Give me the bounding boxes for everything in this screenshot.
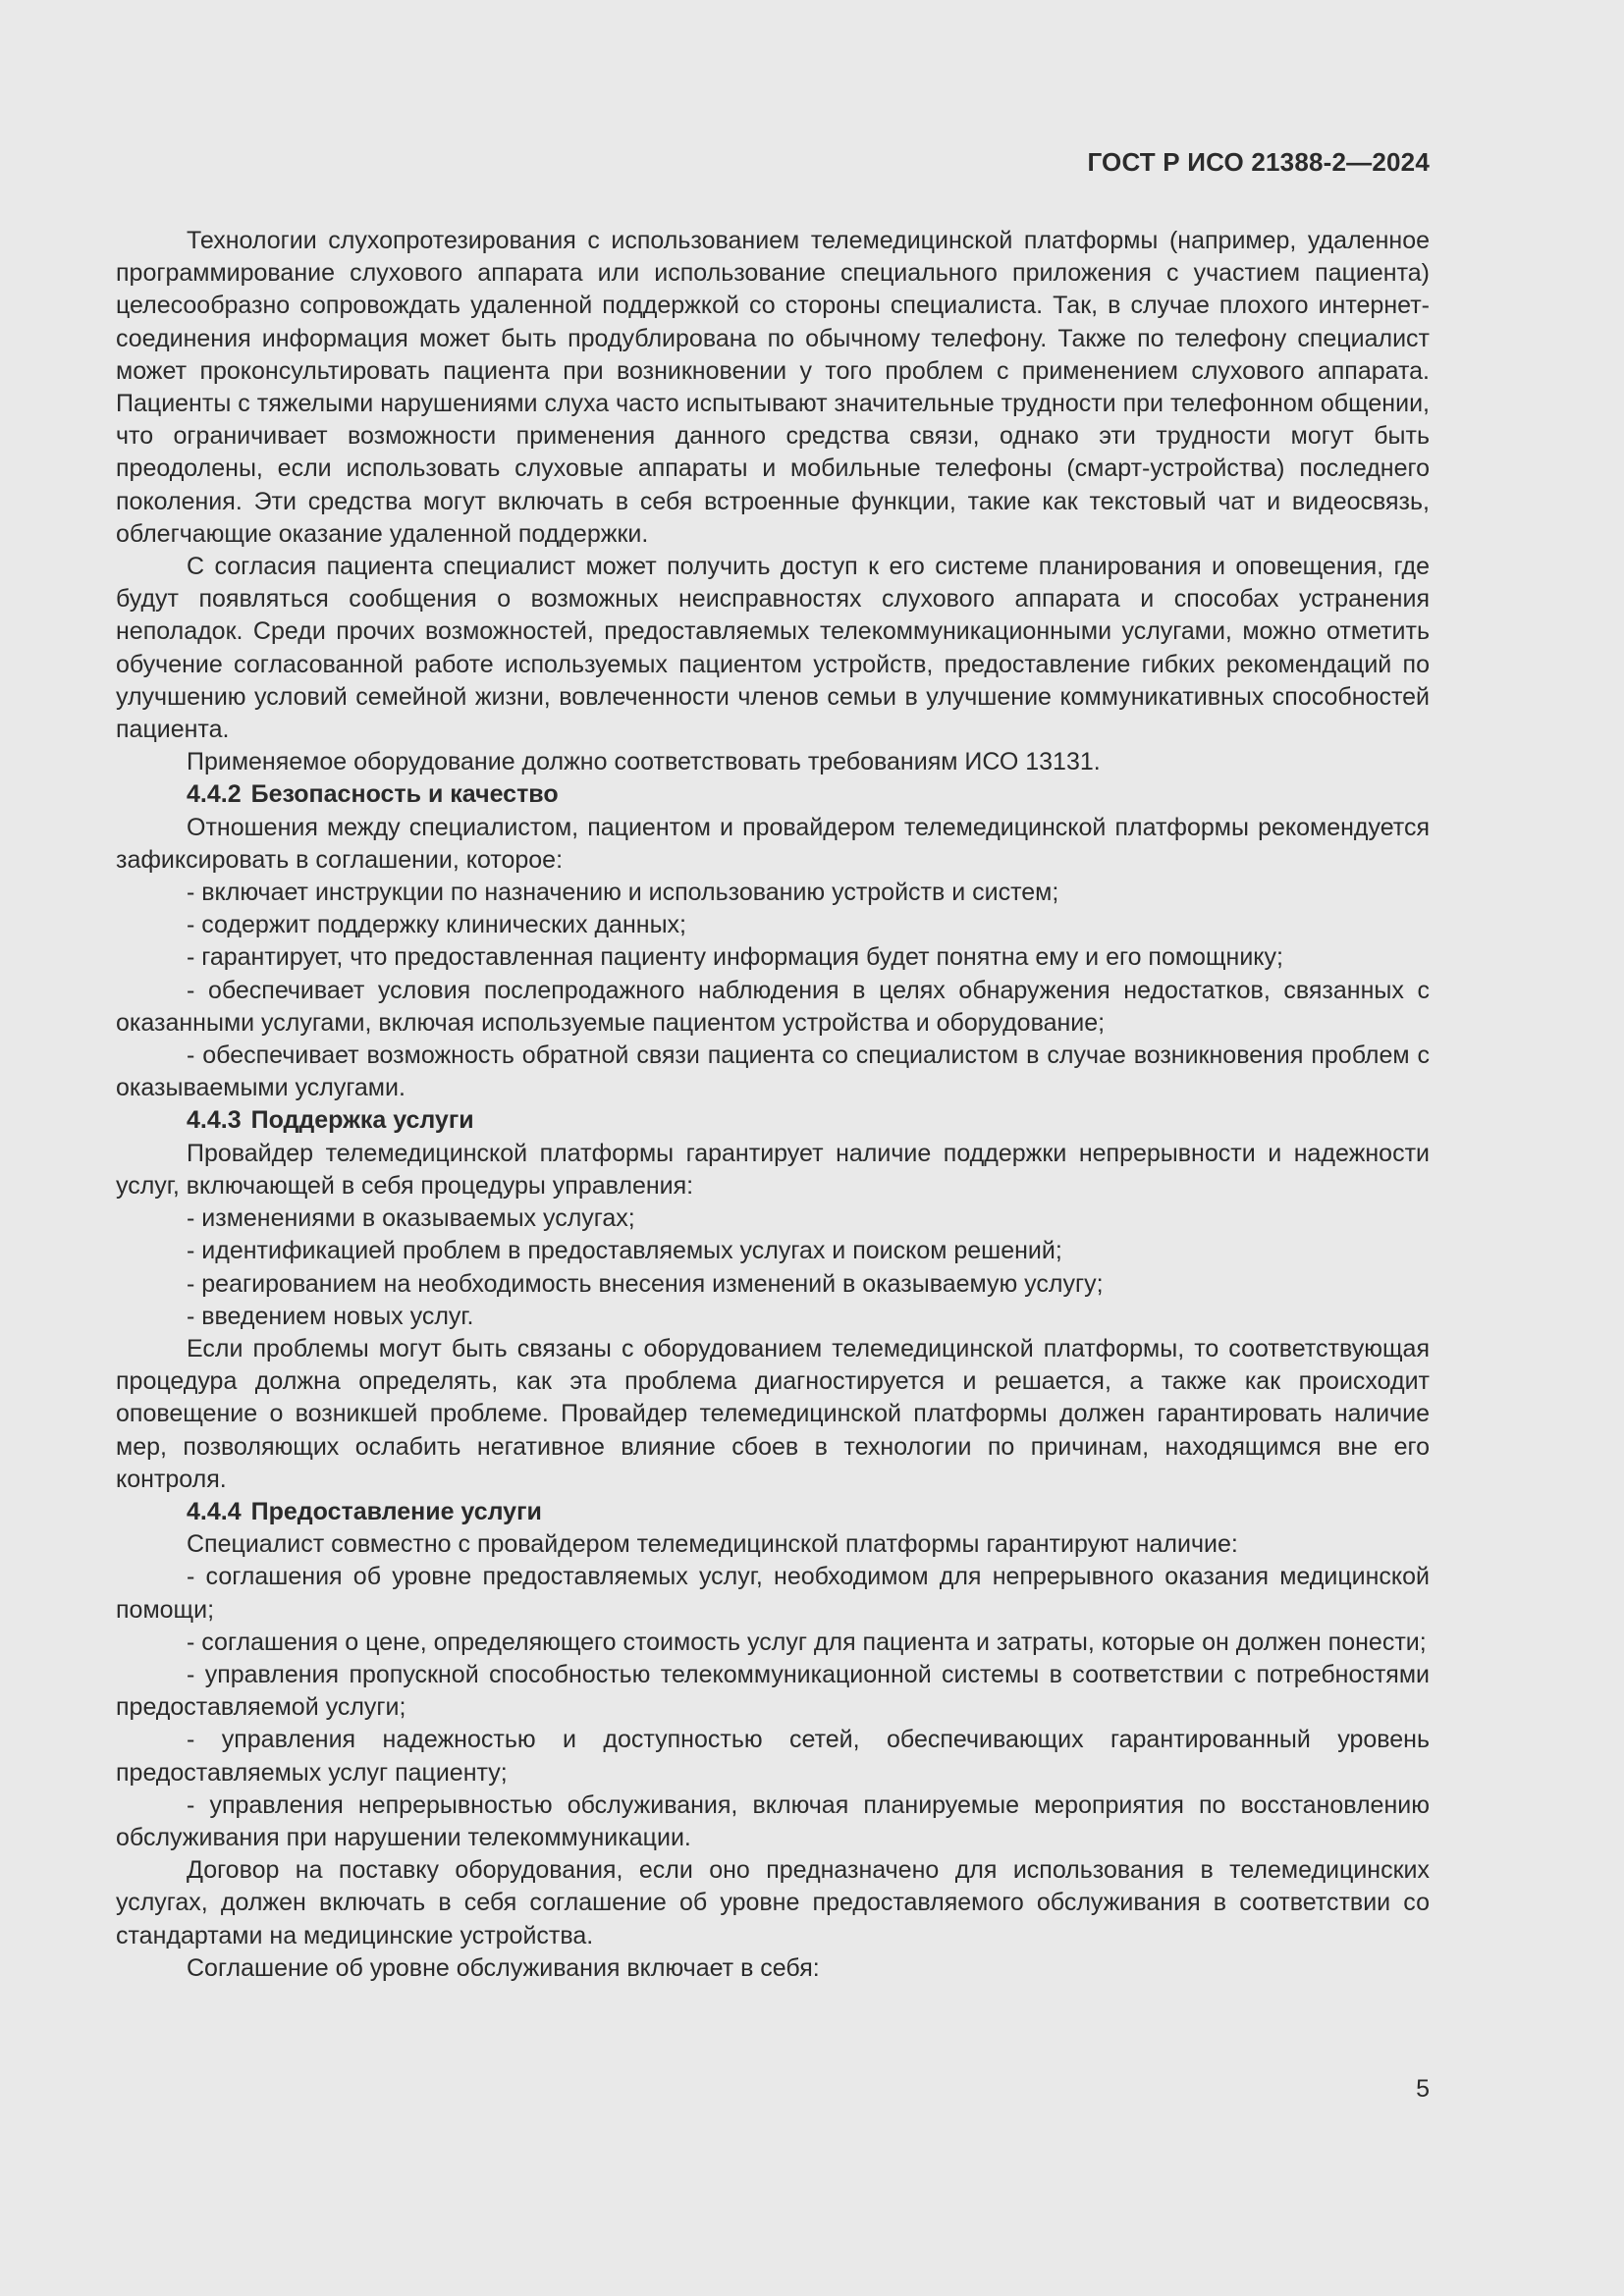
list-item: - введением новых услуг.	[187, 1302, 474, 1330]
page-number: 5	[1416, 2075, 1430, 2103]
list-item: - содержит поддержку клинических данных;	[187, 911, 686, 939]
paragraph: Технологии слухопротезирования с использованием телемедицинской платформы (например, удаленное программирование слухового аппарата или использование специального приложения с участием пациента) целесообразно сопровождать удаленной поддержкой со стороны специалиста. Так, в случае плохого интернет-соединения информация может быть продублирована по обычному телефону. Также по телефону специалист может проконсультировать пациента при возникновении у того проблем с применением слухового аппарата. Пациенты с тяжелыми нарушениями слуха часто испытывают значительные трудности при телефонном общении, что ограничивает возможности применения данного средства связи, однако эти трудности могут быть преодолены, если использовать слуховые аппараты и мобильные телефоны (смарт-устройства) последнего поколения. Эти средства могут включать в себя встроенные функции, такие как текстовый чат и видеосвязь, облегчающие оказание удаленной поддержки.	[116, 227, 1430, 548]
section-title: Безопасность и качество	[250, 780, 559, 809]
list-item: - реагированием на необходимость внесения изменений в оказываемую услугу;	[187, 1269, 1104, 1298]
section-heading-4-4-4	[116, 1496, 1430, 1528]
list-item: - соглашения об уровне предоставляемых услуг, необходимом для непрерывного оказания медицинской помощи;	[116, 1563, 1430, 1624]
section-heading-4-4-2	[116, 778, 1430, 811]
list-item: - обеспечивает условия послепродажного наблюдения в целях обнаружения недостатков, связанных с оказанными услугами, включая используемые пациентом устройства и оборудование;	[116, 976, 1430, 1037]
document-body	[116, 225, 1430, 1985]
section-number: 4.4.4	[187, 1497, 242, 1525]
section-number: 4.4.3	[187, 1106, 242, 1135]
list-item: - управления надежностью и доступностью сетей, обеспечивающих гарантированный уровень предоставляемых услуг пациенту;	[116, 1726, 1430, 1787]
list-item: - обеспечивает возможность обратной связи пациента со специалистом в случае возникновения проблем с оказываемыми услугами.	[116, 1041, 1430, 1102]
section-heading-4-4-3	[116, 1104, 1430, 1137]
paragraph: Специалист совместно с провайдером телемедицинской платформы гарантируют наличие:	[187, 1530, 1238, 1559]
paragraph: Если проблемы могут быть связаны с оборудованием телемедицинской платформы, то соответствующая процедура должна определять, как эта проблема диагностируется и решается, а также как происходит оповещение о возникшей проблеме. Провайдер телемедицинской платформы должен гарантировать наличие мер, позволяющих ослабить негативное влияние сбоев в технологии по причинам, находящимся вне его контроля.	[116, 1334, 1430, 1493]
section-number: 4.4.2	[187, 780, 242, 809]
paragraph: Провайдер телемедицинской платформы гарантирует наличие поддержки непрерывности и надежности услуг, включающей в себя процедуры управления:	[116, 1139, 1430, 1200]
list-item: - идентификацией проблем в предоставляемых услугах и поиском решений;	[187, 1237, 1062, 1265]
paragraph: С согласия пациента специалист может получить доступ к его системе планирования и оповещения, где будут появляться сообщения о возможных неисправностях слухового аппарата и способах устранения неполадок. Среди прочих возможностей, предоставляемых телекоммуникационными услугами, можно отметить обучение согласованной работе используемых пациентом устройств, предоставление гибких рекомендаций по улучшению условий семейной жизни, вовлеченности членов семьи в улучшение коммуникативных способностей пациента.	[116, 553, 1430, 744]
list-item: - управления пропускной способностью телекоммуникационной системы в соответствии с потребностями предоставляемой услуги;	[116, 1660, 1430, 1722]
section-title: Поддержка услуги	[250, 1106, 474, 1135]
list-item: - включает инструкции по назначению и использованию устройств и систем;	[187, 879, 1059, 907]
list-item: - гарантирует, что предоставленная пациенту информация будет понятна ему и его помощнику;	[187, 943, 1283, 972]
list-item: - соглашения о цене, определяющего стоимость услуг для пациента и затраты, которые он должен понести;	[187, 1628, 1427, 1656]
paragraph: Отношения между специалистом, пациентом и провайдером телемедицинской платформы рекомендуется зафиксировать в соглашении, которое:	[116, 813, 1430, 874]
list-item: - управления непрерывностью обслуживания, включая планируемые мероприятия по восстановлению обслуживания при нарушении телекоммуникации.	[116, 1790, 1430, 1851]
section-title: Предоставление услуги	[250, 1497, 542, 1525]
paragraph: Применяемое оборудование должно соответствовать требованиям ИСО 13131.	[187, 748, 1101, 776]
paragraph: Соглашение об уровне обслуживания включает в себя:	[187, 1953, 820, 1982]
paragraph: Договор на поставку оборудования, если оно предназначено для использования в телемедицинских услугах, должен включать в себя соглашение об уровне предоставляемого обслуживания в соответствии со стандартами на медицинские устройства.	[116, 1856, 1430, 1949]
document-header: ГОСТ Р ИСО 21388-2—2024	[1087, 147, 1430, 177]
list-item: - изменениями в оказываемых услугах;	[187, 1204, 635, 1233]
